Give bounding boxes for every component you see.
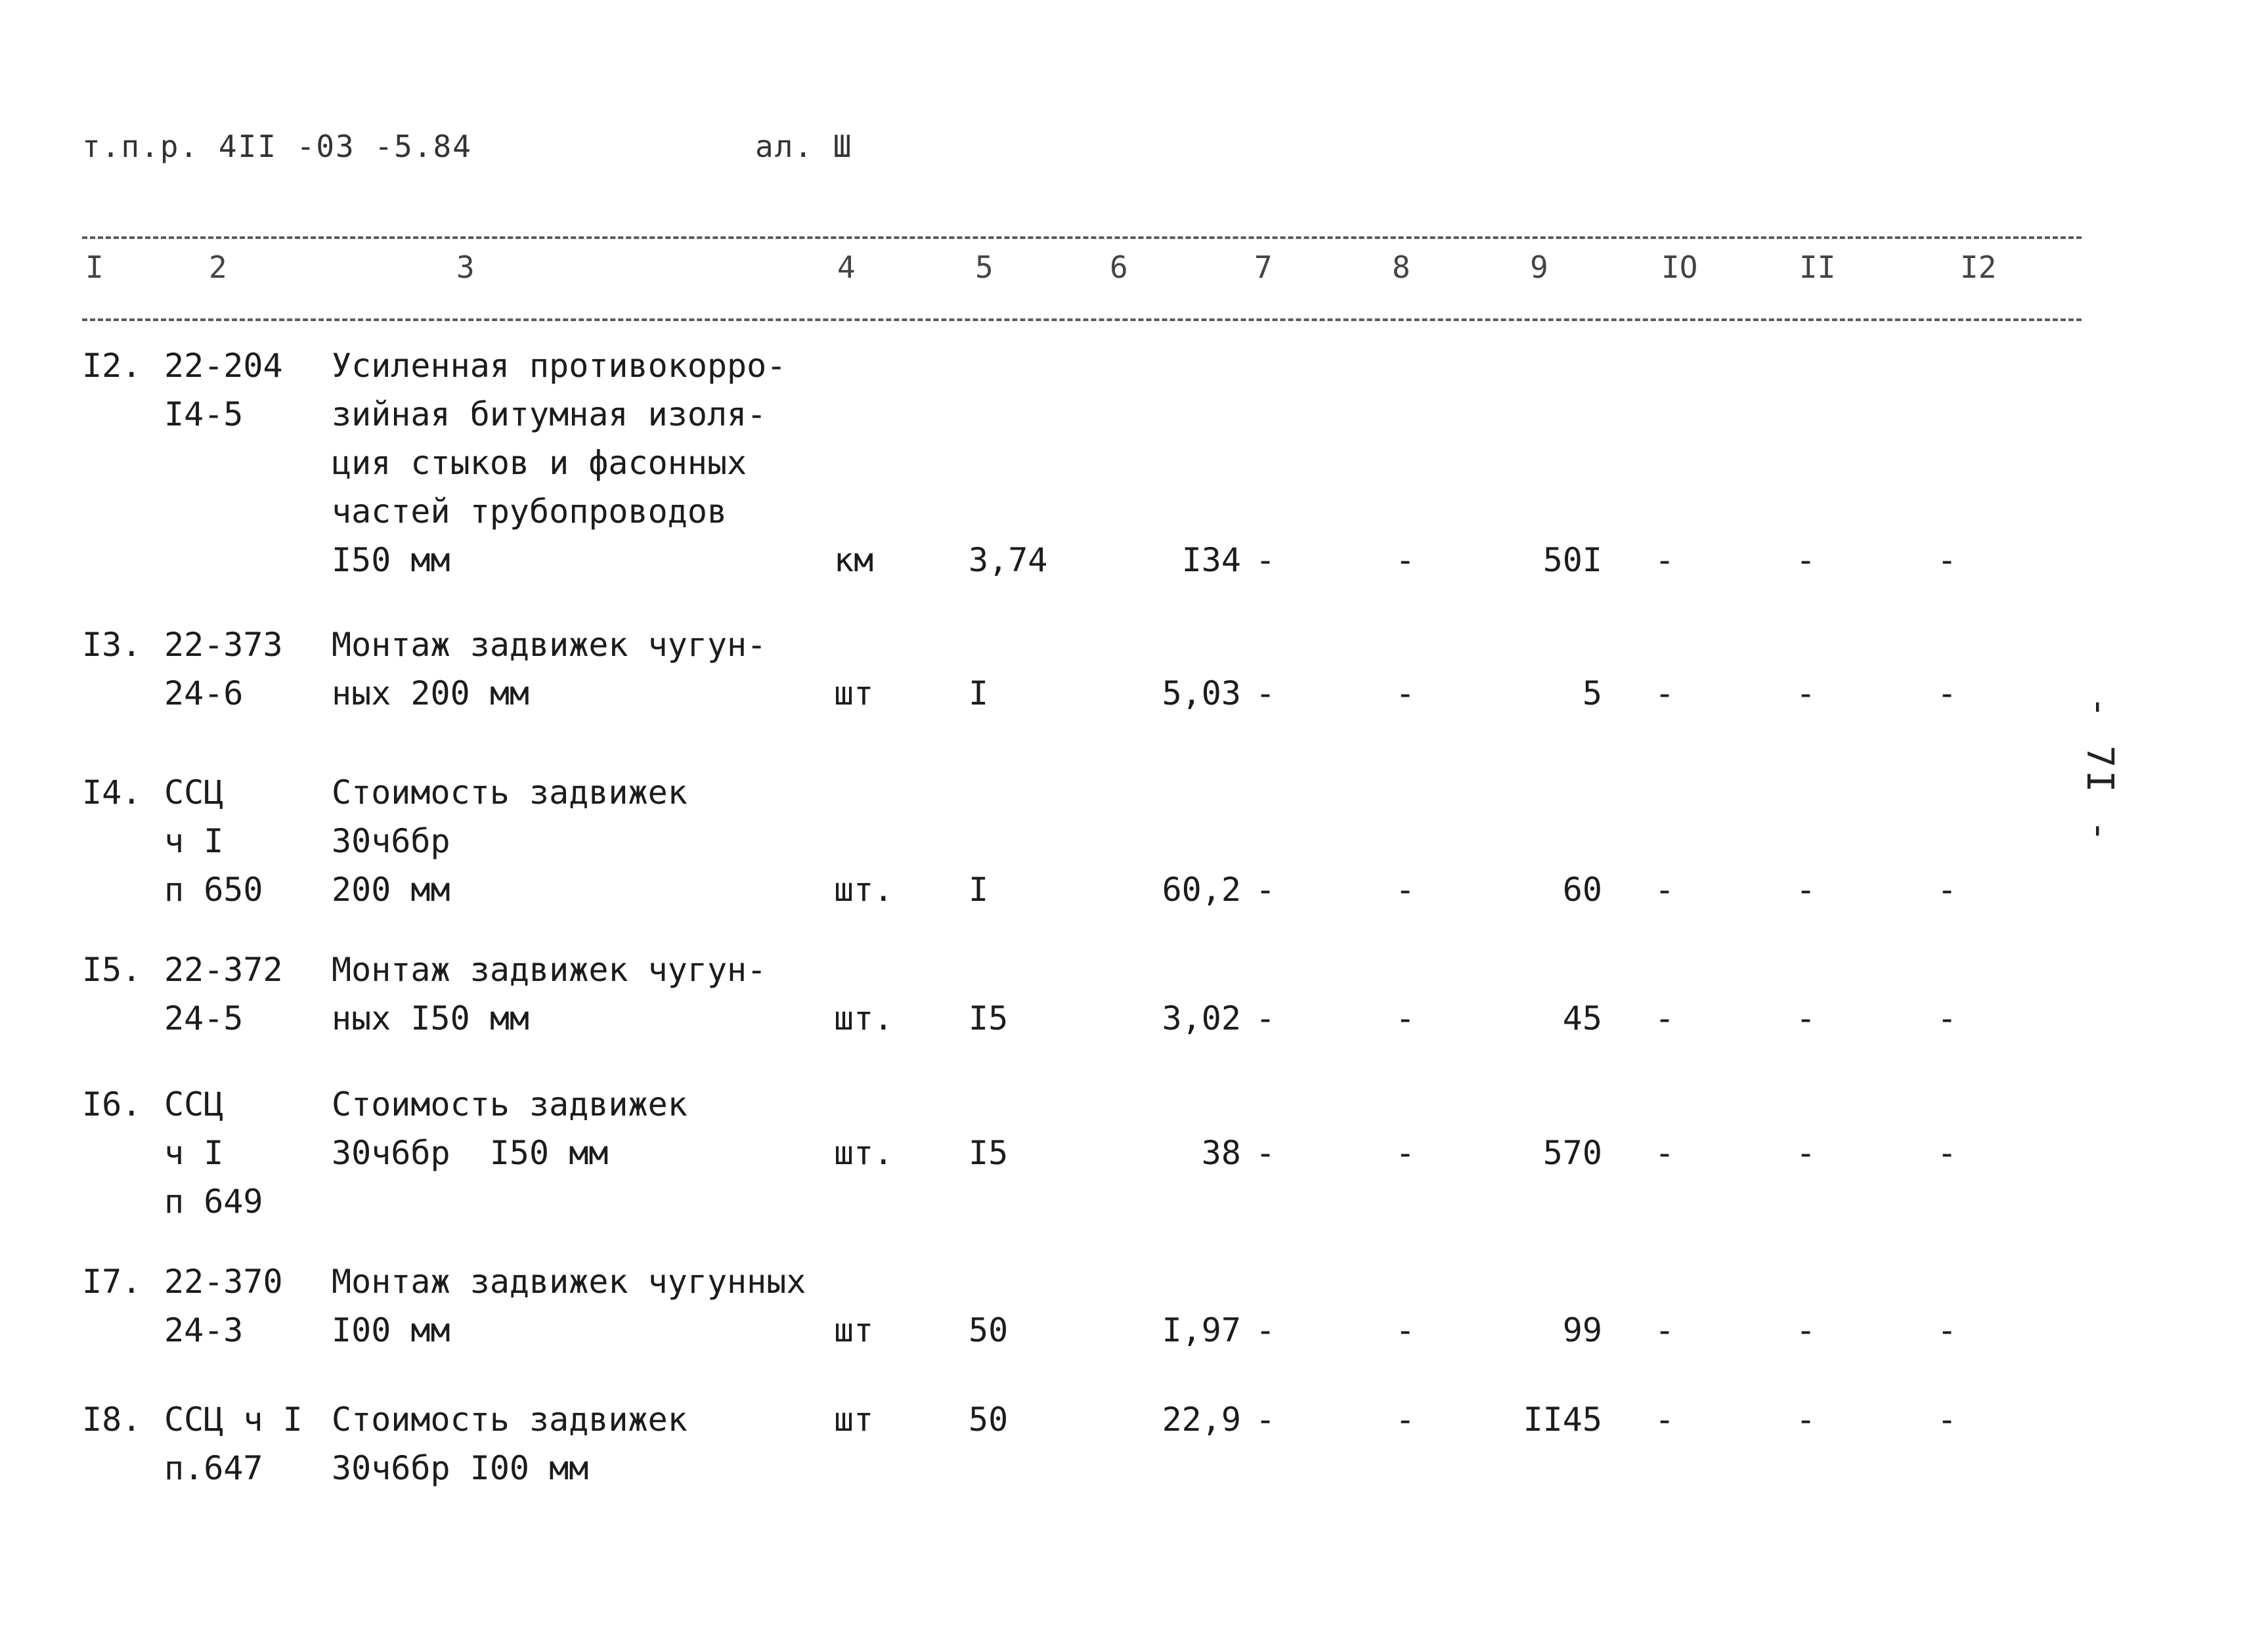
col-11-cell: - <box>1796 871 1816 909</box>
unit-cell: шт <box>834 674 874 712</box>
col-10-cell: - <box>1655 1134 1675 1172</box>
col-7-cell: - <box>1256 541 1276 579</box>
col-7-cell: - <box>1256 1311 1276 1349</box>
quantity-cell: I5 <box>969 999 1009 1037</box>
row-code-line: 24-5 <box>164 999 244 1037</box>
row-number: I8. <box>82 1401 142 1439</box>
row-description-line: ных I50 мм <box>332 999 530 1037</box>
col-number-10: IO <box>1661 250 1698 285</box>
col-10-cell: - <box>1655 1311 1675 1349</box>
total-cell: 50I <box>1542 541 1602 579</box>
col-10-cell: - <box>1655 999 1675 1037</box>
col-11-cell: - <box>1796 674 1816 712</box>
row-number: I2. <box>82 347 142 385</box>
total-cell: 570 <box>1542 1134 1602 1172</box>
col-number-3: 3 <box>456 250 475 285</box>
col-7-cell: - <box>1256 1401 1276 1439</box>
row-code-line: 22-370 <box>164 1263 283 1301</box>
unit-cell: шт. <box>834 1134 894 1172</box>
col-12-cell: - <box>1937 999 1957 1037</box>
col-7-cell: - <box>1256 871 1276 909</box>
row-code-line: п.647 <box>164 1449 263 1487</box>
col-12-cell: - <box>1937 541 1957 579</box>
row-description-line: Стоимость задвижек <box>332 1401 688 1439</box>
row-description-line: Стоимость задвижек <box>332 1085 688 1123</box>
row-number: I7. <box>82 1263 142 1301</box>
col-11-cell: - <box>1796 999 1816 1037</box>
row-number: I3. <box>82 626 142 664</box>
total-cell: 45 <box>1562 999 1602 1037</box>
unit-cell: шт. <box>834 999 894 1037</box>
row-code-line: I4-5 <box>164 395 244 433</box>
quantity-cell: I5 <box>969 1134 1009 1172</box>
col-12-cell: - <box>1937 674 1957 712</box>
row-description-line: 200 мм <box>332 871 450 909</box>
row-description-line: I50 мм <box>332 541 450 579</box>
table-top-rule <box>82 236 2082 239</box>
row-code-line: ССЦ ч I <box>164 1401 303 1439</box>
col-11-cell: - <box>1796 541 1816 579</box>
unit-cell: шт <box>834 1401 874 1439</box>
col-number-1: I <box>85 250 104 285</box>
col-11-cell: - <box>1796 1134 1816 1172</box>
unit-price-cell: 60,2 <box>1162 871 1241 909</box>
quantity-cell: 50 <box>969 1401 1009 1439</box>
row-number: I4. <box>82 773 142 812</box>
col-number-12: I2 <box>1960 250 1997 285</box>
unit-cell: км <box>834 541 874 579</box>
row-description-line: Стоимость задвижек <box>332 773 688 812</box>
col-8-cell: - <box>1395 1311 1416 1349</box>
col-number-7: 7 <box>1254 250 1273 285</box>
unit-price-cell: 3,02 <box>1162 999 1241 1037</box>
unit-price-cell: I,97 <box>1162 1311 1241 1349</box>
row-code-line: ССЦ <box>164 1085 224 1123</box>
col-12-cell: - <box>1937 1311 1957 1349</box>
row-description-line: частей трубопроводов <box>332 492 728 531</box>
row-code-line: 22-372 <box>164 951 283 989</box>
row-description-line: 30ч6бр I00 мм <box>332 1449 589 1487</box>
quantity-cell: I <box>969 871 989 909</box>
col-12-cell: - <box>1937 871 1957 909</box>
col-12-cell: - <box>1937 1401 1957 1439</box>
quantity-cell: 50 <box>969 1311 1009 1349</box>
col-10-cell: - <box>1655 541 1675 579</box>
col-number-9: 9 <box>1530 250 1548 285</box>
row-number: I6. <box>82 1085 142 1123</box>
row-code-line: ч I <box>164 822 224 860</box>
row-code-line: 24-3 <box>164 1311 244 1349</box>
quantity-cell: I <box>969 674 989 712</box>
row-code-line: 24-6 <box>164 674 244 712</box>
col-8-cell: - <box>1395 871 1416 909</box>
col-12-cell: - <box>1937 1134 1957 1172</box>
col-10-cell: - <box>1655 674 1675 712</box>
unit-price-cell: I34 <box>1181 541 1241 579</box>
row-description-line: 30ч6бр <box>332 822 450 860</box>
total-cell: 5 <box>1582 674 1602 712</box>
col-number-2: 2 <box>209 250 227 285</box>
sheet-label: ал. Ш <box>755 129 853 164</box>
row-code-line: 22-373 <box>164 626 283 664</box>
col-number-5: 5 <box>975 250 993 285</box>
row-code-line: ССЦ <box>164 773 224 812</box>
col-11-cell: - <box>1796 1401 1816 1439</box>
doc-code: т.п.р. 4II -03 -5.84 <box>82 129 472 164</box>
row-description-line: Монтаж задвижек чугун- <box>332 626 767 664</box>
col-8-cell: - <box>1395 1134 1416 1172</box>
col-11-cell: - <box>1796 1311 1816 1349</box>
unit-price-cell: 5,03 <box>1162 674 1241 712</box>
row-description-line: 30ч6бр I50 мм <box>332 1134 609 1172</box>
quantity-cell: 3,74 <box>969 541 1048 579</box>
col-number-4: 4 <box>837 250 856 285</box>
row-number: I5. <box>82 951 142 989</box>
unit-price-cell: 38 <box>1201 1134 1241 1172</box>
row-description-line: Усиленная противокорро- <box>332 347 787 385</box>
col-7-cell: - <box>1256 1134 1276 1172</box>
unit-price-cell: 22,9 <box>1162 1401 1241 1439</box>
col-number-6: 6 <box>1110 250 1128 285</box>
row-code-line: п 650 <box>164 871 263 909</box>
col-number-8: 8 <box>1392 250 1410 285</box>
row-description-line: зийная битумная изоля- <box>332 395 767 433</box>
row-description-line: Монтаж задвижек чугунных <box>332 1263 806 1301</box>
col-number-11: II <box>1799 250 1836 285</box>
total-cell: 99 <box>1562 1311 1602 1349</box>
row-description-line: ных 200 мм <box>332 674 530 712</box>
unit-cell: шт. <box>834 871 894 909</box>
col-10-cell: - <box>1655 1401 1675 1439</box>
total-cell: 60 <box>1562 871 1602 909</box>
table-header-rule <box>82 318 2082 321</box>
row-description-line: Монтаж задвижек чугун- <box>332 951 767 989</box>
row-code-line: п 649 <box>164 1183 263 1221</box>
row-code-line: ч I <box>164 1134 224 1172</box>
unit-cell: шт <box>834 1311 874 1349</box>
col-8-cell: - <box>1395 674 1416 712</box>
row-code-line: 22-204 <box>164 347 283 385</box>
total-cell: II45 <box>1523 1401 1602 1439</box>
col-8-cell: - <box>1395 999 1416 1037</box>
col-8-cell: - <box>1395 1401 1416 1439</box>
col-7-cell: - <box>1256 674 1276 712</box>
col-8-cell: - <box>1395 541 1416 579</box>
col-7-cell: - <box>1256 999 1276 1037</box>
page-number: - 7I - <box>2078 696 2121 845</box>
col-10-cell: - <box>1655 871 1675 909</box>
row-description-line: ция стыков и фасонных <box>332 444 747 482</box>
row-description-line: I00 мм <box>332 1311 450 1349</box>
